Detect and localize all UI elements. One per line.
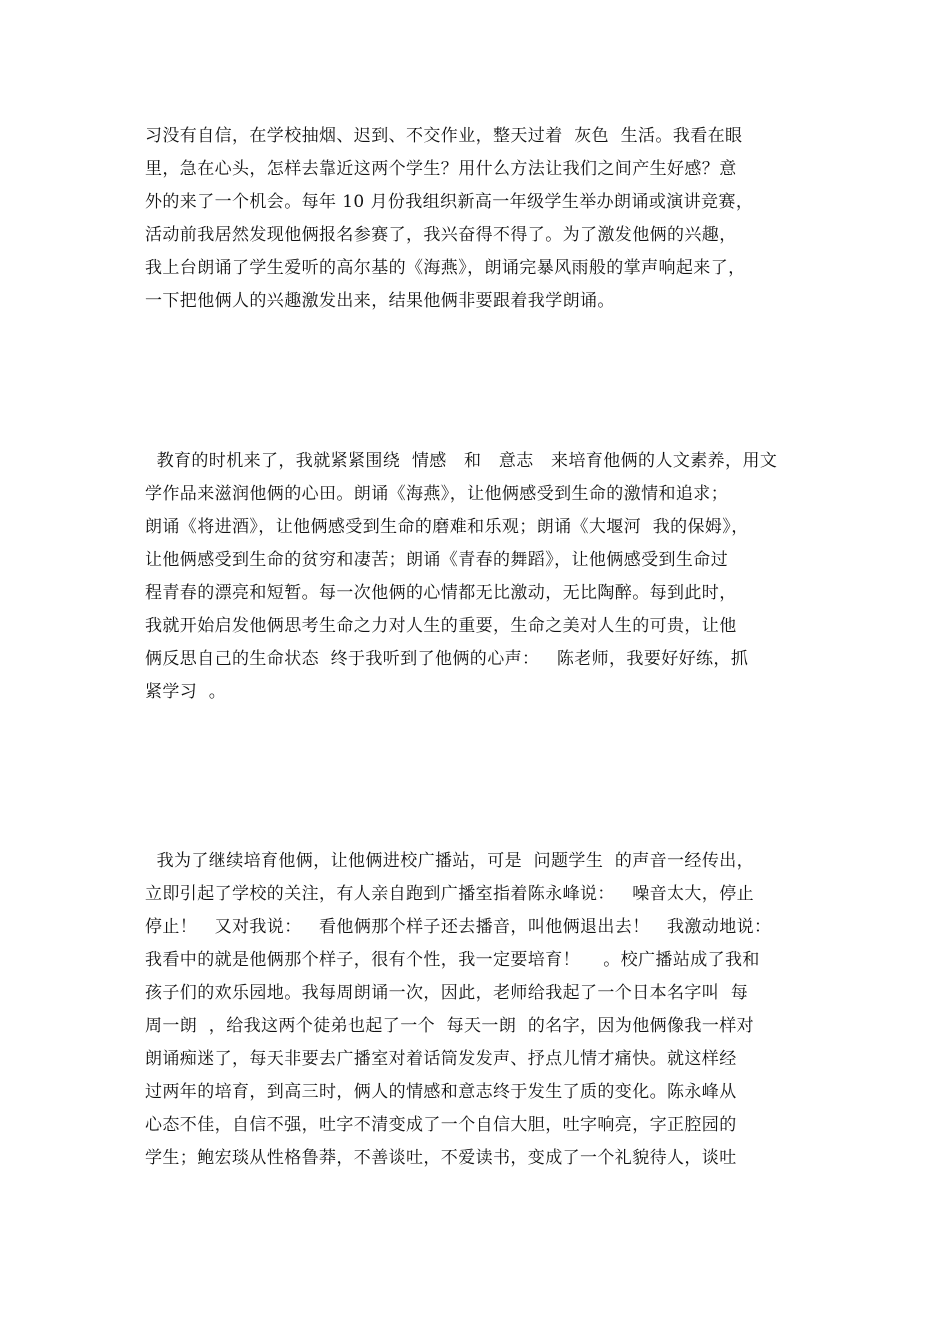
text-line: 停止！ 又对我说： 看他俩那个样子还去播音，叫他俩退出去！ 我激动地说：: [145, 917, 772, 937]
text-line: 习没有自信，在学校抽烟、迟到、不交作业，整天过着 灰色 生活。我看在眼: [145, 126, 743, 146]
text-line: 紧学习 。: [145, 682, 227, 702]
text-line: 周一朗 ，给我这两个徒弟也起了一个 每天一朗 的名字，因为他俩像我一样对: [145, 1016, 755, 1036]
text-line: 过两年的培育，到高三时，俩人的情感和意志终于发生了质的变化。陈永峰从: [145, 1082, 737, 1102]
text-line: 俩反思自己的生命状态 终于我听到了他俩的心声： 陈老师，我要好好练，抓: [145, 649, 749, 669]
text-line: 我为了继续培育他俩，让他俩进校广播站，可是 问题学生 的声音一经传出，: [145, 851, 755, 871]
text-line: 外的来了一个机会。每年 10 月份我组织新高一年级学生举办朗诵或演讲竞赛，: [145, 192, 754, 212]
text-line: 朗诵《将进酒》，让他俩感受到生命的磨难和乐观；朗诵《大堰河 我的保姆》，: [145, 517, 749, 537]
text-line: 我看中的就是他俩那个样子，很有个性，我一定要培育！ 。校广播站成了我和: [145, 950, 760, 970]
text-line: 学生；鲍宏琰从性格鲁莽，不善谈吐，不爱读书，变成了一个礼貌待人，谈吐: [145, 1148, 737, 1168]
text-line: 我就开始启发他俩思考生命之力对人生的重要，生命之美对人生的可贵，让他: [145, 616, 737, 636]
text-line: 让他俩感受到生命的贫穷和凄苦；朗诵《青春的舞蹈》，让他俩感受到生命过: [145, 550, 729, 570]
text-line: 教育的时机来了，我就紧紧围绕 情感 和 意志 来培育他俩的人文素养，用文: [145, 451, 778, 471]
text-line: 学作品来滋润他俩的心田。朗诵《海燕》，让他俩感受到生命的激情和追求；: [145, 484, 729, 504]
text-line: 活动前我居然发现他俩报名参赛了，我兴奋得不得了。为了激发他俩的兴趣，: [145, 225, 737, 245]
text-line: 程青春的漂亮和短暂。每一次他俩的心情都无比激动，无比陶醉。每到此时，: [145, 583, 737, 603]
text-line: 心态不佳，自信不强，吐字不清变成了一个自信大胆，吐字响亮，字正腔园的: [145, 1115, 737, 1135]
text-line: 孩子们的欢乐园地。我每周朗诵一次，因此，老师给我起了一个日本名字叫 每: [145, 983, 749, 1003]
text-line: 我上台朗诵了学生爱听的高尔基的《海燕》，朗诵完暴风雨般的掌声响起来了，: [145, 258, 746, 278]
text-line: 朗诵痴迷了，每天非要去广播室对着话筒发发声、抒点儿情才痛快。就这样经: [145, 1049, 737, 1069]
paragraph-2: [145, 445, 825, 709]
text-line: 立即引起了学校的关注，有人亲自跑到广播室指着陈永峰说： 噪音太大，停止: [145, 884, 755, 904]
text-line: 一下把他俩人的兴趣激发出来，结果他俩非要跟着我学朗诵。: [145, 291, 615, 311]
paragraph-3: [145, 845, 825, 1175]
text-line: 里，急在心头，怎样去靠近这两个学生？用什么方法让我们之间产生好感？意: [145, 159, 737, 179]
paragraph-1: [145, 120, 825, 318]
